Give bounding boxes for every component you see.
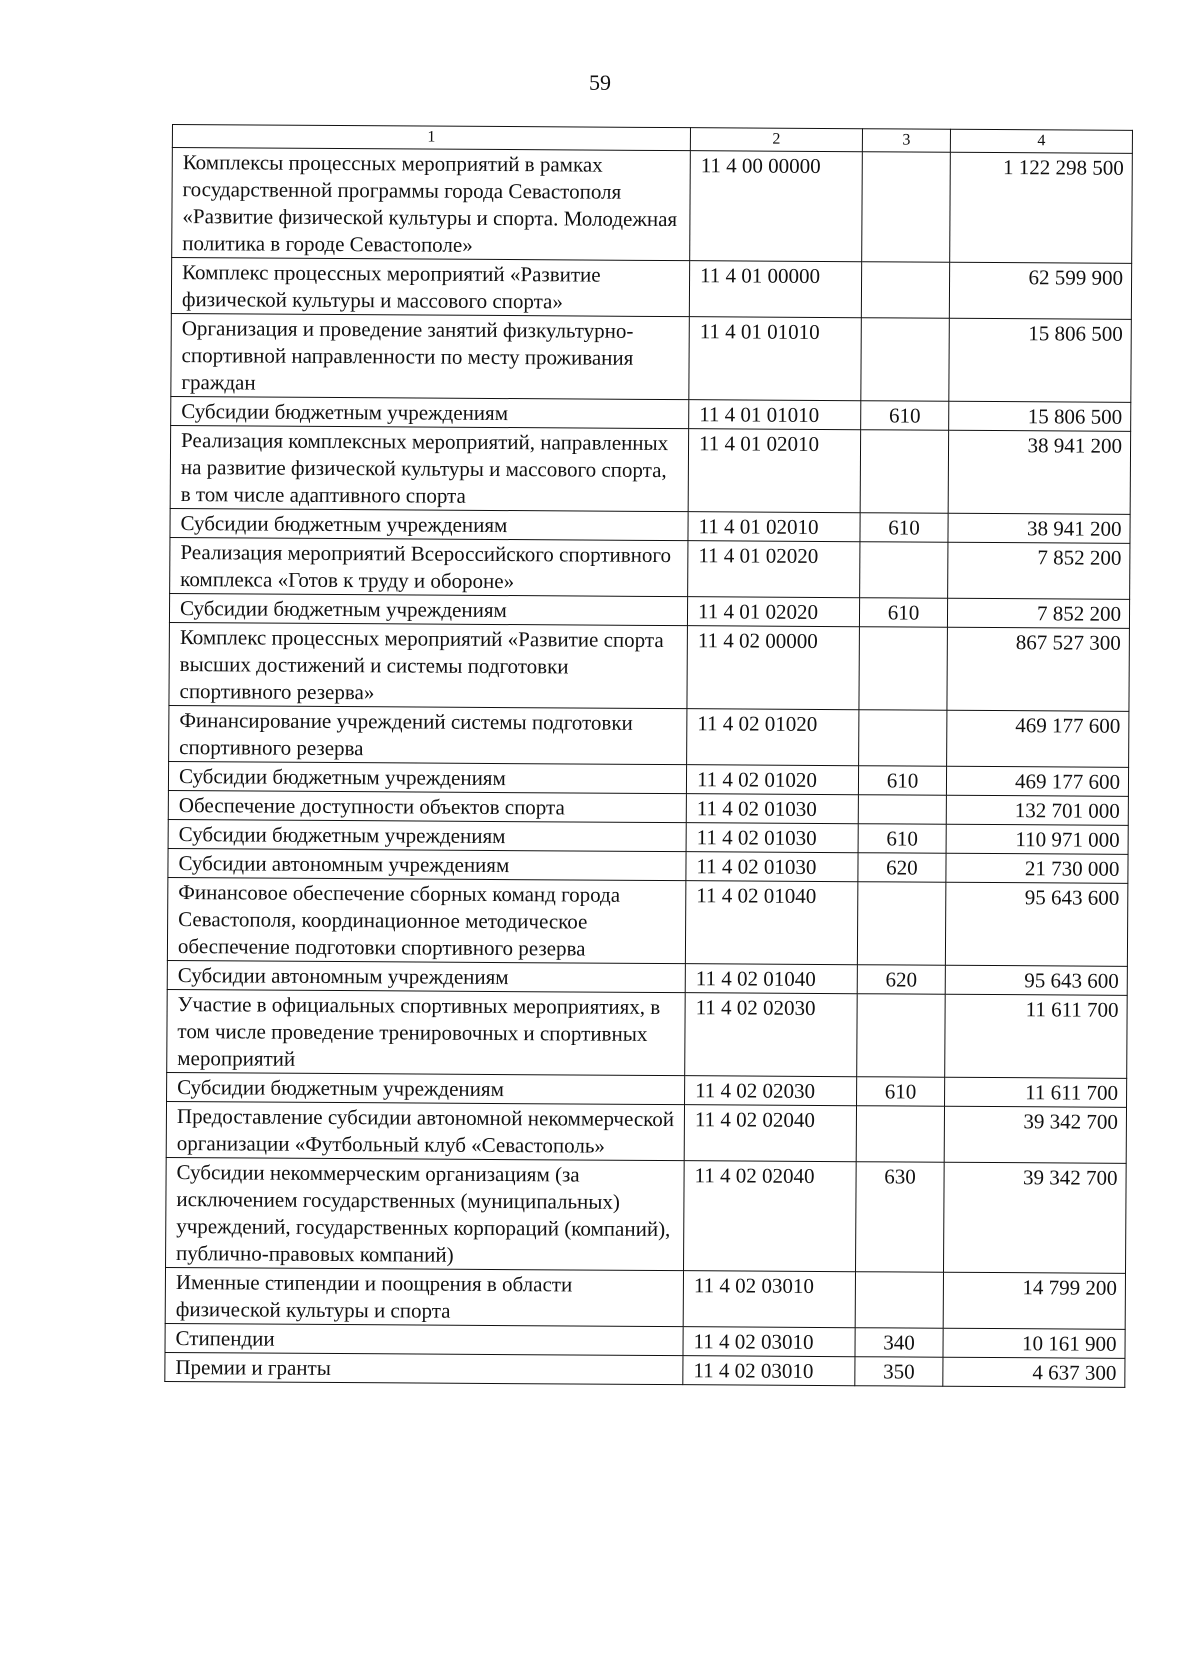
row-amount-cell: 39 342 700: [944, 1106, 1126, 1163]
row-code-cell: 11 4 01 02010: [688, 512, 860, 542]
table-row: [167, 989, 1127, 1078]
row-expense-type-cell: [857, 882, 946, 966]
row-expense-type-cell: [860, 542, 948, 599]
header-col-3: 3: [862, 129, 950, 153]
row-name-cell: Комплекс процессных мероприятий «Развитие спорта высших достижений и системы подготовки спортивного резерва»: [169, 622, 687, 708]
row-name-cell: Субсидии некоммерческим организациям (за исключением государственных (муниципальных) учреждений, государственных корпораций (компаний), публично-правовых компаний): [166, 1157, 685, 1270]
row-amount-cell: 867 527 300: [947, 627, 1130, 711]
row-name-cell: Субсидии бюджетным учреждениям: [167, 1072, 685, 1104]
row-amount-cell: 15 806 500: [949, 401, 1131, 431]
table-row: [169, 705, 1129, 767]
row-expense-type-cell: 620: [858, 853, 946, 883]
row-name-cell: Субсидии бюджетным учреждениям: [170, 508, 688, 540]
row-code-cell: 11 4 01 02020: [688, 541, 860, 598]
row-amount-cell: 62 599 900: [949, 262, 1131, 319]
row-amount-cell: 10 161 900: [943, 1328, 1125, 1358]
row-name-cell: Обеспечение доступности объектов спорта: [168, 790, 686, 822]
row-amount-cell: 11 611 700: [945, 1077, 1127, 1107]
row-expense-type-cell: [859, 627, 948, 711]
row-expense-type-cell: [855, 1272, 943, 1329]
row-code-cell: 11 4 01 01010: [689, 317, 862, 401]
row-name-cell: Именные стипендии и поощрения в области физической культуры и спорта: [165, 1267, 683, 1326]
table-row: [169, 622, 1129, 711]
row-name-cell: Субсидии автономным учреждениям: [168, 848, 686, 880]
row-expense-type-cell: [856, 1106, 944, 1163]
row-expense-type-cell: [859, 710, 947, 767]
row-code-cell: 11 4 02 03010: [683, 1271, 855, 1328]
row-code-cell: 11 4 02 02030: [685, 993, 858, 1077]
row-code-cell: 11 4 02 01030: [686, 852, 858, 882]
row-amount-cell: 15 806 500: [949, 318, 1132, 402]
header-col-1: 1: [172, 125, 690, 151]
row-expense-type-cell: [861, 262, 949, 319]
row-amount-cell: 469 177 600: [947, 710, 1129, 767]
row-code-cell: 11 4 02 01020: [686, 765, 858, 795]
row-name-cell: Премии и гранты: [165, 1352, 683, 1384]
table-row: [172, 148, 1133, 264]
row-expense-type-cell: [861, 318, 950, 402]
row-amount-cell: 7 852 200: [947, 598, 1129, 628]
row-name-cell: Субсидии бюджетным учреждениям: [168, 761, 686, 793]
row-name-cell: Субсидии бюджетным учреждениям: [168, 819, 686, 851]
row-code-cell: 11 4 02 02040: [684, 1161, 857, 1272]
table-row: [165, 1352, 1125, 1387]
row-expense-type-cell: 610: [858, 766, 946, 796]
row-amount-cell: 39 342 700: [944, 1162, 1127, 1273]
row-amount-cell: 132 701 000: [946, 795, 1128, 825]
budget-table: [164, 124, 1133, 1388]
table-row: [167, 877, 1127, 966]
header-col-2: 2: [690, 128, 862, 152]
row-name-cell: Предоставление субсидии автономной некоммерческой организации «Футбольный клуб «Севастополь»: [166, 1101, 684, 1160]
row-amount-cell: 95 643 600: [945, 882, 1128, 966]
row-expense-type-cell: 610: [859, 598, 947, 628]
row-code-cell: 11 4 01 01010: [689, 400, 861, 430]
row-amount-cell: 469 177 600: [946, 766, 1128, 796]
row-name-cell: Финансирование учреждений системы подготовки спортивного резерва: [169, 705, 687, 764]
row-amount-cell: 95 643 600: [945, 965, 1127, 995]
row-name-cell: Субсидии бюджетным учреждениям: [169, 593, 687, 625]
row-name-cell: Стипендии: [165, 1323, 683, 1355]
row-code-cell: 11 4 02 01030: [686, 823, 858, 853]
row-expense-type-cell: 610: [858, 824, 946, 854]
row-amount-cell: 110 971 000: [946, 824, 1128, 854]
row-amount-cell: 38 941 200: [948, 430, 1131, 514]
row-code-cell: 11 4 01 02020: [687, 597, 859, 627]
row-amount-cell: 7 852 200: [948, 542, 1130, 599]
row-expense-type-cell: 620: [857, 965, 945, 995]
row-expense-type-cell: [862, 152, 951, 263]
row-code-cell: 11 4 02 01040: [685, 881, 858, 965]
row-code-cell: 11 4 02 01030: [686, 794, 858, 824]
row-amount-cell: 4 637 300: [943, 1357, 1125, 1387]
table-row: [166, 1157, 1127, 1273]
row-code-cell: 11 4 01 00000: [689, 261, 861, 318]
row-amount-cell: 38 941 200: [948, 513, 1130, 543]
row-name-cell: Субсидии автономным учреждениям: [167, 960, 685, 992]
table-row: [170, 425, 1130, 514]
row-expense-type-cell: 340: [855, 1328, 943, 1358]
row-amount-cell: 1 122 298 500: [950, 152, 1133, 263]
table-row: [165, 1267, 1125, 1329]
table-row: [171, 258, 1131, 320]
table-body: [165, 148, 1133, 1388]
page-number: 59: [589, 70, 611, 95]
row-expense-type-cell: 610: [857, 1077, 945, 1107]
row-amount-cell: 11 611 700: [945, 994, 1128, 1078]
row-code-cell: 11 4 02 02040: [684, 1105, 856, 1162]
row-amount-cell: 14 799 200: [943, 1272, 1125, 1329]
row-name-cell: Субсидии бюджетным учреждениям: [171, 396, 689, 428]
row-name-cell: Реализация мероприятий Всероссийского спортивного комплекса «Готов к труду и обороне»: [170, 537, 688, 596]
row-name-cell: Участие в официальных спортивных мероприятиях, в том числе проведение тренировочных и спортивных мероприятий: [167, 989, 685, 1075]
row-code-cell: 11 4 02 03010: [683, 1327, 855, 1357]
row-expense-type-cell: [857, 994, 946, 1078]
row-name-cell: Комплекс процессных мероприятий «Развитие физической культуры и массового спорта»: [171, 258, 689, 317]
row-expense-type-cell: [860, 430, 949, 514]
header-col-4: 4: [950, 129, 1132, 153]
table-row: [166, 1101, 1126, 1163]
row-expense-type-cell: 610: [860, 513, 948, 543]
row-code-cell: 11 4 00 00000: [690, 151, 863, 262]
row-code-cell: 11 4 02 02030: [685, 1076, 857, 1106]
row-code-cell: 11 4 02 00000: [687, 626, 860, 710]
row-amount-cell: 21 730 000: [946, 853, 1128, 883]
row-expense-type-cell: [858, 795, 946, 825]
row-code-cell: 11 4 02 03010: [683, 1356, 855, 1386]
row-expense-type-cell: 610: [861, 401, 949, 431]
row-code-cell: 11 4 01 02010: [688, 429, 861, 513]
row-expense-type-cell: 630: [856, 1162, 945, 1273]
row-code-cell: 11 4 02 01020: [687, 709, 859, 766]
table-row: [171, 313, 1131, 402]
row-name-cell: Организация и проведение занятий физкультурно-спортивной направленности по месту проживания граждан: [171, 313, 689, 399]
row-name-cell: Финансовое обеспечение сборных команд города Севастополя, координационное методическое обеспечение подготовки спортивного резерва: [167, 877, 685, 963]
row-code-cell: 11 4 02 01040: [685, 964, 857, 994]
table-row: [170, 537, 1130, 599]
row-name-cell: Комплексы процессных мероприятий в рамках государственной программы города Севастополя «Развитие физической культуры и спорта. Молодежная политика в городе Севастополе»: [172, 148, 691, 261]
row-expense-type-cell: 350: [855, 1357, 943, 1387]
row-name-cell: Реализация комплексных мероприятий, направленных на развитие физической культуры и массового спорта, в том числе адаптивного спорта: [170, 425, 688, 511]
